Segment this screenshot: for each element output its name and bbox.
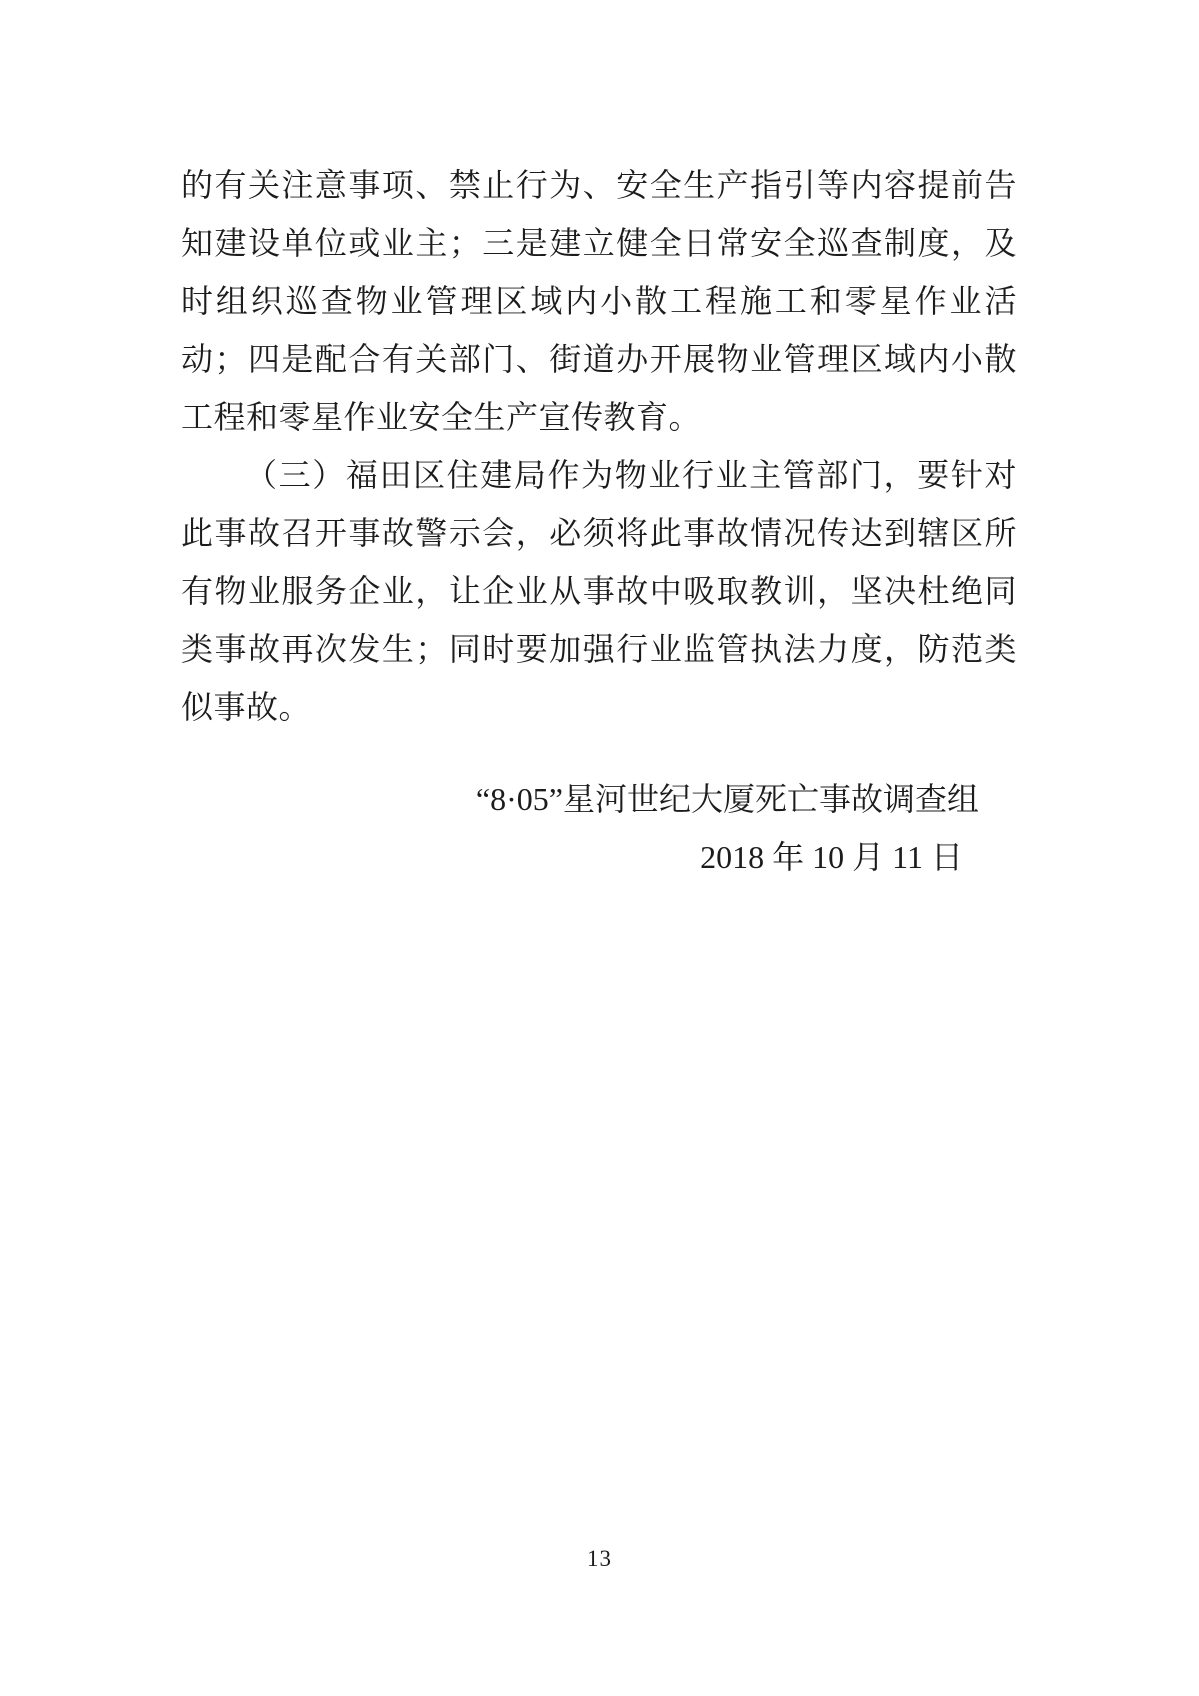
document-body: [181, 156, 1017, 736]
paragraph-continuation: 的有关注意事项、禁止行为、安全生产指引等内容提前告知建设单位或业主；三是建立健全日常安全巡查制度，及时组织巡查物业管理区域内小散工程施工和零星作业活动；四是配合有关部门、街道办开展物业管理区域内小散工程和零星作业安全生产宣传教育。: [181, 167, 1017, 435]
signature-block: [476, 770, 979, 886]
page-number: 13: [587, 1546, 612, 1571]
signature-date: 2018 年 10 月 11 日: [700, 839, 963, 875]
signature-organization: “8·05”星河世纪大厦死亡事故调查组: [475, 781, 979, 817]
paragraph-item-three: （三）福田区住建局作为物业行业主管部门，要针对此事故召开事故警示会，必须将此事故情况传达到辖区所有物业服务企业，让企业从事故中吸取教训，坚决杜绝同类事故再次发生；同时要加强行业监管执法力度，防范类似事故。: [181, 457, 1017, 725]
